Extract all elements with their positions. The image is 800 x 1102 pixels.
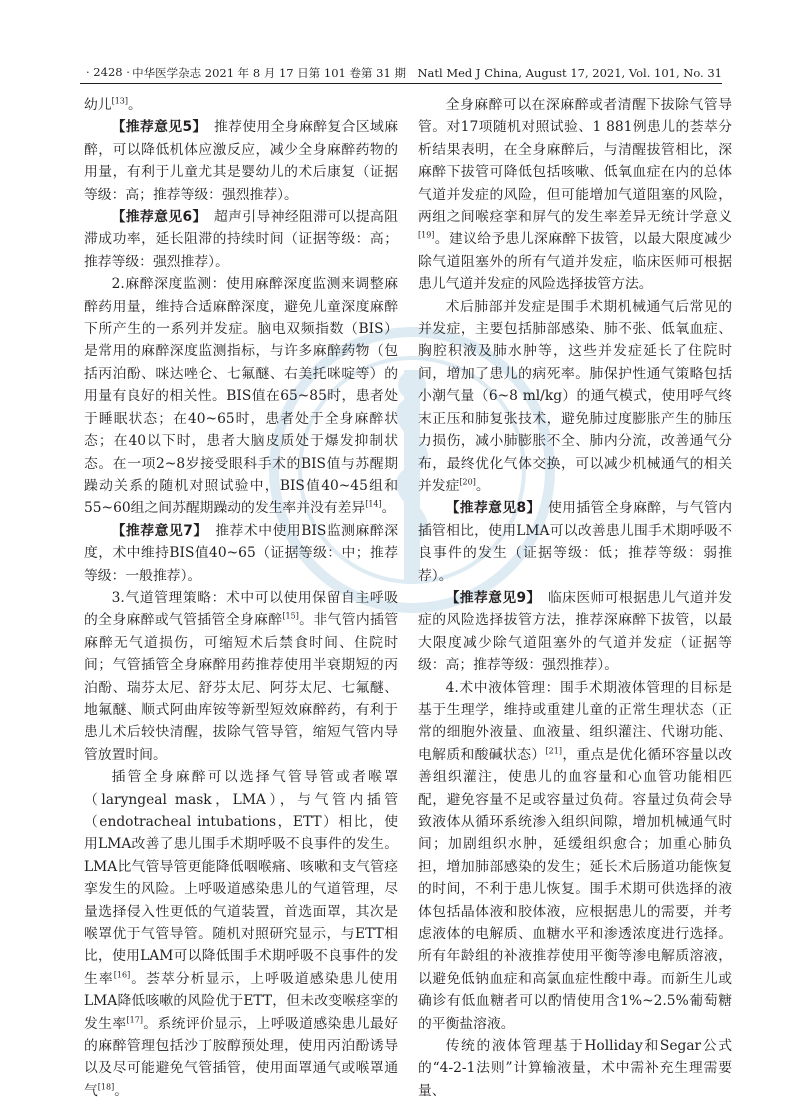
running-header <box>80 62 722 82</box>
page-number: · 2428 · <box>86 65 130 79</box>
recommendation-label: 【推荐意见7】 <box>111 522 201 539</box>
paragraph-holliday-segar: 传统的液体管理基于Holliday和Segar公式的“4-2-1法则”计算输液量，术中需补充生理需要量、 <box>418 1038 732 1099</box>
recommendation-label: 【推荐意见5】 <box>111 119 200 136</box>
paragraph-lma: 插管全身麻醉可以选择气管导管或者喉罩（laryngeal mask，LMA），与气管内插管（endotracheal intubations，ETT）相比，使用LMA改善了患儿围手术期呼吸不良事件的发生。LMA比气管导管更能降低咽喉痛、咳嗽和支气管痉挛发生的风险。上呼吸道感染患儿的气道管理，尽量选择侵入性更低的气道装置，首选面罩，其次是喉罩优于气管导管。随机对照研究显示，与ETT相比，使用LAM可以降低围手术期呼吸不良事件的发生率[16]。荟萃分析显示，上呼吸道感染患儿使用LMA降低咳嗽的风险优于ETT，但未改变喉痉挛的发生率[17]。系统评价显示，上呼吸道感染患儿最好的麻醉管理包括沙丁胺醇预处理，使用丙泊酚诱导以及尽可能避免气管插管，使用面罩通气或喉罩通气[18]。 <box>84 769 399 1099</box>
recommendation-label: 【推荐意见8】 <box>445 500 534 517</box>
recommendation-5: 【推荐意见5】 推荐使用全身麻醉复合区域麻醉，可以降低机体应激反应，减少全身麻醉药物的用量，有利于儿童尤其是婴幼儿的术后康复（证据等级：高；推荐等级：强烈推荐）。 <box>84 119 398 203</box>
recommendation-label: 【推荐意见9】 <box>445 589 534 606</box>
paragraph-airway-strategy: 3.气道管理策略：术中可以使用保留自主呼吸的全身麻醉或气管插管全身麻醉[15]。非气管内插管麻醉无气道损伤，可缩短术后禁食时间、住院时间；气管插管全身麻醉用药推荐使用半衰期短的丙泊酚、瑞芬太尼、舒芬太尼、阿芬太尼、七氟醚、地氟醚、顺式阿曲库铵等新型短效麻醉药，有利于患儿术后较快清醒，拔除气管导管，缩短气管内导管放置时间。 <box>84 589 399 763</box>
paragraph-fluid-management: 4.术中液体管理：围手术期液体管理的目标是基于生理学，维持或重建儿童的正常生理状态（正常的细胞外液量、血液量、组织灌注、代谢功能、电解质和酸碱状态）[21]，重点是优化循环容量以改善组织灌注，使患儿的血容量和心血管功能相匹配，避免容量不足或容量过负荷。容量过负荷会导致液体从循环系统渗入组织间隙，增加机械通气时间；加剧组织水肿，延缓组织愈合；加重心肺负担，增加肺部感染的发生；延长术后肠道功能恢复的时间，不利于患儿恢复。围手术期可供选择的液体包括晶体液和胶体液，应根据患儿的需要，并考虑液体的电解质、血糖水平和渗透浓度进行选择。所有年龄组的补液推荐使用平衡等渗电解质溶液，以避免低钠血症和高氯血症性酸中毒。而新生儿或确诊有低血糖者可以酌情使用含1%~2.5%葡萄糖的平衡盐溶液。 <box>418 679 733 1032</box>
recommendation-label: 【推荐意见6】 <box>111 209 200 226</box>
paragraph-anesthesia-depth: 2.麻醉深度监测：使用麻醉深度监测来调整麻醉药用量，维持合适麻醉深度，避免儿童深度麻醉下所产生的一系列并发症。脑电双频指数（BIS）是常用的麻醉深度监测指标，与许多麻醉药物（包括丙泊酚、咪达唑仑、七氟醚、右美托咪啶等）的用量有良好的相关性。BIS值在65~85时，患者处于睡眠状态；在40~65时，患者处于全身麻醉状态；在40以下时，患者大脑皮质处于爆发抑制状态。在一项2~8岁接受眼科手术的BIS值与苏醒期躁动关系的随机对照试验中，BIS值40~45组和55~60组之间苏醒期躁动的发生率并没有差异[14]。 <box>84 276 398 517</box>
recommendation-6: 【推荐意见6】 超声引导神经阻滞可以提高阻滞成功率，延长阻滞的持续时间（证据等级：高；推荐等级：强烈推荐）。 <box>84 209 398 270</box>
recommendation-8: 【推荐意见8】 使用插管全身麻醉，与气管内插管相比，使用LMA可以改善患儿围手术期呼吸不良事件的发生（证据等级：低；推荐等级：弱推荐）。 <box>418 500 732 584</box>
recommendation-9: 【推荐意见9】 临床医师可根据患儿气道并发症的风险选择拔管方法，推荐深麻醉下拔管，以最大限度减少除气道阻塞外的气道并发症（证据等级：高；推荐等级：强烈推荐）。 <box>418 589 732 674</box>
paragraph: 幼儿[13]。 <box>84 96 142 113</box>
journal-citation-line: 中华医学杂志 2021 年 8 月 17 日第 101 卷第 31 期 Natl Med J China, August 17, 2021, Vol. 101, No. 31 <box>132 66 722 80</box>
left-column <box>84 94 398 1102</box>
header-rule <box>80 83 722 84</box>
paragraph-extubation: 全身麻醉可以在深麻醉或者清醒下拔除气管导管。对17项随机对照试验、1 881例患儿的荟萃分析结果表明，在全身麻醉后，与清醒拔管相比，深麻醉下拔管可降低包括咳嗽、低氧血症在内的总体气道并发症的风险，但可能增加气道阻塞的风险，两组之间喉痉挛和屏气的发生率差异无统计学意义[19]。建议给予患儿深麻醉下拔管，以最大限度减少除气道阻塞外的所有气道并发症，临床医师可根据患儿气道并发症的风险选择拔管方法。 <box>418 97 732 293</box>
right-column <box>418 94 732 1102</box>
paragraph-pulmonary-complications: 术后肺部并发症是围手术期机械通气后常见的并发症，主要包括肺部感染、肺不张、低氧血症、胸腔积液及肺水肿等，这些并发症延长了住院时间，增加了患儿的病死率。肺保护性通气策略包括小潮气量（6~8 ml/kg）的通气模式，使用呼气终末正压和肺复张技术，避免肺过度膨胀产生的肺压力损伤，减小肺膨胀不全、肺内分流，改善通气分布，最终优化气体交换，可以减少机械通气的相关并发症[20]。 <box>418 298 732 494</box>
recommendation-7: 【推荐意见7】 推荐术中使用BIS监测麻醉深度，术中维持BIS值40~65（证据等级：中；推荐等级：一般推荐）。 <box>84 522 398 584</box>
